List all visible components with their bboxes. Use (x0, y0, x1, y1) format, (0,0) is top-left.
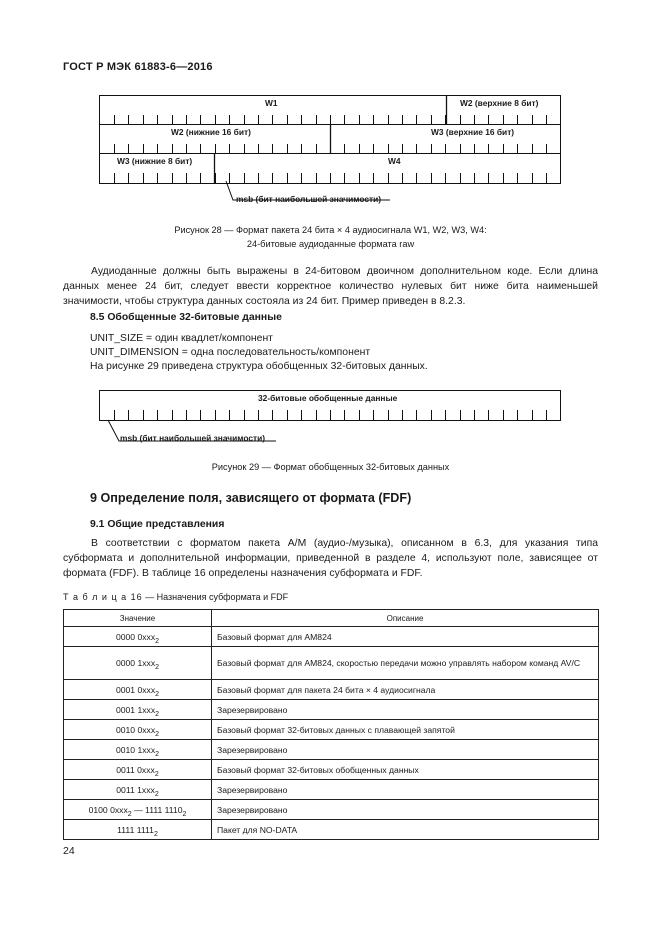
table16-value-cell (64, 820, 212, 840)
value-text: 1111 1111 (117, 824, 154, 835)
value-text: 0010 0xxx (115, 724, 156, 735)
value-subscript: 2 (155, 710, 160, 718)
table16-header-description: Описание (212, 610, 599, 627)
document-header: ГОСТ Р МЭК 61883-6—2016 (63, 61, 213, 73)
fig28-w2-lower-label: W2 (нижние 16 бит) (171, 127, 251, 137)
paragraph-fdf: В соответствии с форматом пакета A/M (аудио-/музыка), описанном в 6.3, для указания типа субформата и дополнительной информации, приведенной в разделе 4, используют поле, зависящее от формата (FDF). В таблице 16 определены назначения субформата и FDF. (63, 538, 598, 579)
value-subscript: 2 (155, 663, 160, 671)
table16-value-cell (64, 680, 212, 700)
table16-value-cell (64, 780, 212, 800)
unit-size-line: UNIT_SIZE = один квадлет/компонент (90, 333, 273, 344)
table16-description-cell: Базовый формат для AM824, скоростью передачи можно управлять набором команд AV/C (212, 647, 599, 680)
table16-value-cell (64, 760, 212, 780)
value-text: 0000 1xxx (115, 657, 156, 668)
table16-value-cell (64, 720, 212, 740)
table16-value-cell (64, 740, 212, 760)
value-subscript: 2 (155, 750, 160, 758)
table16-description-cell: Пакет для NO-DATA (212, 820, 599, 840)
section-8-5-title: 8.5 Обобщенные 32-битовые данные (90, 312, 282, 323)
value-text: 0001 0xxx (115, 684, 156, 695)
value-subscript: 2 (154, 770, 159, 778)
fig28-w3-upper-label: W3 (верхние 16 бит) (431, 127, 515, 137)
table16-value-cell (64, 627, 212, 647)
fig28-w2-upper-label: W2 (верхние 8 бит) (460, 98, 539, 108)
value-subscript: 2 (155, 690, 160, 698)
table16-caption (63, 592, 288, 602)
table16-value-cell (64, 647, 212, 680)
value-text: 0001 1xxx (115, 704, 156, 715)
table-row (64, 760, 599, 780)
unit-dimension-line: UNIT_DIMENSION = одна последовательность/компонент (90, 347, 371, 358)
table16-description-cell: Зарезервировано (212, 780, 599, 800)
value-subscript: 2 (154, 790, 159, 798)
value-subscript: 2 (127, 810, 132, 818)
table-row (64, 720, 599, 740)
table-row (64, 700, 599, 720)
fig29-msb-label: msb (бит наибольшей значимости) (120, 433, 266, 443)
table16-description-cell: Зарезервировано (212, 700, 599, 720)
value-subscript: 2 (155, 637, 160, 645)
table16-description-cell: Базовый формат 32-битовых данных с плавающей запятой (212, 720, 599, 740)
fig29-label: 32-битовые обобщенные данные (258, 393, 398, 403)
value-subscript: 2 (153, 830, 158, 838)
section-9-1-title: 9.1 Общие представления (90, 519, 225, 530)
table-row (64, 820, 599, 840)
table16-value-cell (64, 700, 212, 720)
table16-description-cell: Базовый формат для пакета 24 бита × 4 аудиосигнала (212, 680, 599, 700)
table16-header-value: Значение (64, 610, 212, 627)
table16-description-cell: Базовый формат для AM824 (212, 627, 599, 647)
value-subscript: 2 (155, 730, 160, 738)
table16-description-cell: Базовый формат 32-битовых обобщенных данных (212, 760, 599, 780)
paragraph-audio-data: Аудиоданные должны быть выражены в 24-битовом двоичном дополнительном коде. Если длина данных менее 24 бит, следует ввести корректное количество нулевых бит ниже бита наименьшей значимости, чтобы структура данных состояла из 24 бит. Пример приведен в 8.2.3. (63, 266, 598, 307)
table16-description-cell: Зарезервировано (212, 800, 599, 820)
table-row (64, 627, 599, 647)
section-9-title: 9 Определение поля, зависящего от формата (FDF) (90, 491, 412, 505)
value-text: 0011 0xxx (116, 764, 155, 775)
value-text: 0000 0xxx (115, 631, 156, 642)
page-number: 24 (63, 845, 75, 857)
table16-description-cell: Зарезервировано (212, 740, 599, 760)
table16-value-cell (64, 800, 212, 820)
table16 (63, 609, 599, 840)
value-tail: — 1111 1110 (131, 804, 183, 815)
fig28-caption-line2: 24-битовые аудиоданные формата raw (246, 239, 415, 249)
value-tail-subscript: 2 (182, 810, 187, 818)
fig28-w4-label: W4 (388, 156, 401, 166)
fig28-w1-label: W1 (265, 98, 278, 108)
table-row (64, 740, 599, 760)
value-text: 0010 1xxx (115, 744, 156, 755)
value-text: 0100 0xxx (88, 804, 128, 815)
table-row (64, 780, 599, 800)
fig28-w3-lower-label: W3 (нижние 8 бит) (117, 156, 193, 166)
table-row (64, 647, 599, 680)
table-row (64, 800, 599, 820)
fig28-caption-line1: Рисунок 28 — Формат пакета 24 бита × 4 аудиосигнала W1, W2, W3, W4: (174, 225, 487, 235)
value-text: 0011 1xxx (116, 784, 155, 795)
table16-caption-label: Т а б л и ц а 16 (63, 592, 143, 602)
table-row (64, 680, 599, 700)
fig28-msb-label: msb (бит наибольшей значимости) (236, 194, 382, 204)
fig29-intro-line: На рисунке 29 приведена структура обобщенных 32-битовых данных. (90, 361, 428, 372)
fig29-caption: Рисунок 29 — Формат обобщенных 32-битовых данных (211, 462, 450, 472)
table16-caption-text: — Назначения субформата и FDF (142, 592, 289, 602)
